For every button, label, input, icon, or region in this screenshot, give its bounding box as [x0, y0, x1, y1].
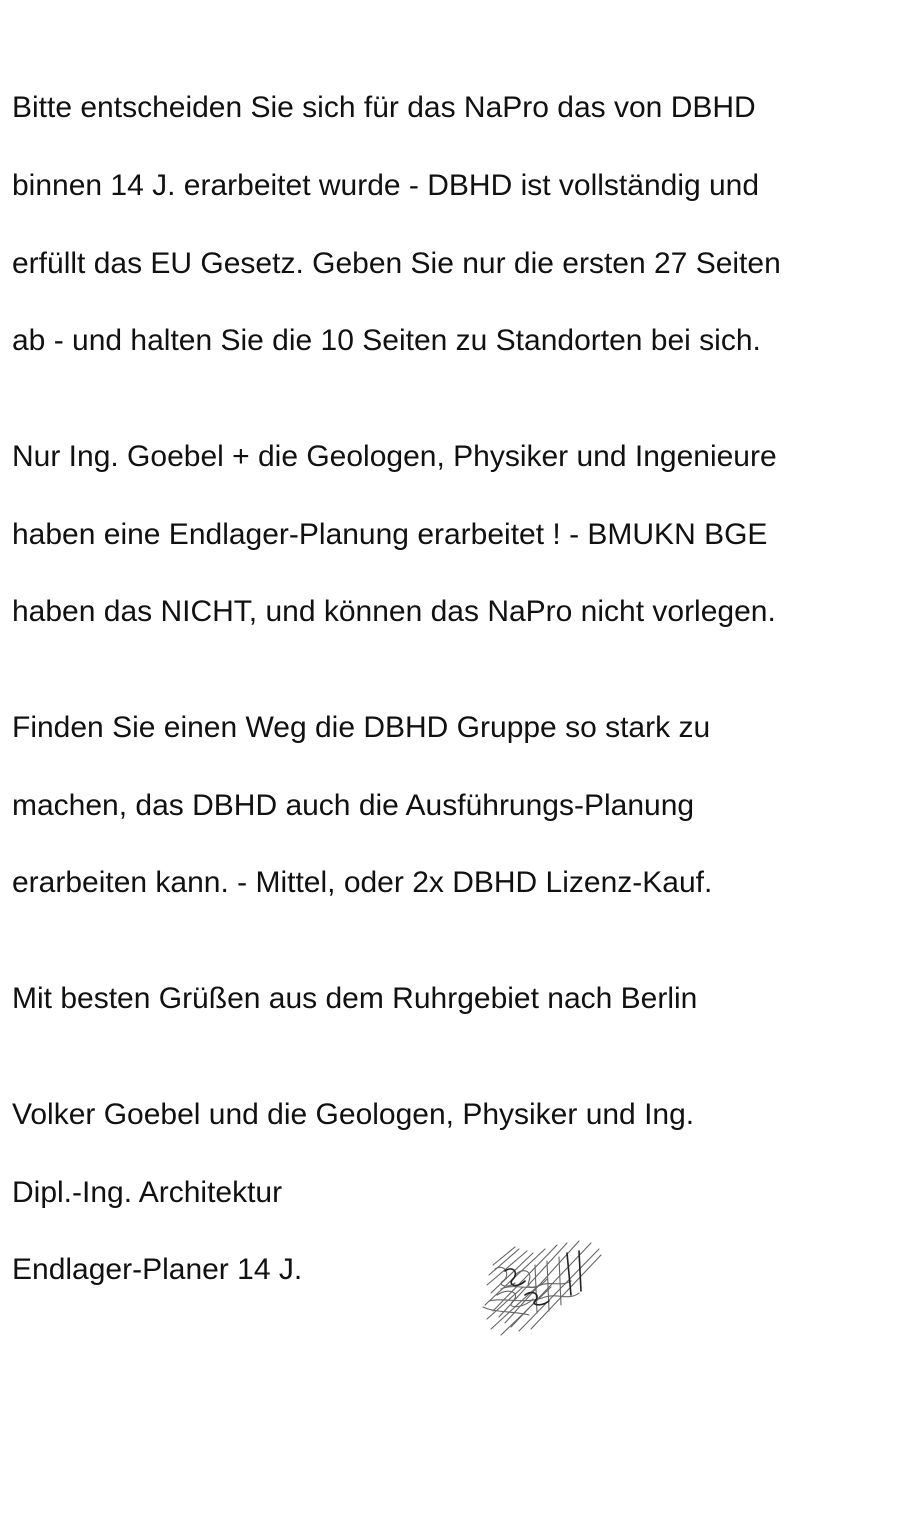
paragraph-1-line-2: binnen 14 J. erarbeitet wurde - DBHD ist vollständig und [12, 169, 760, 202]
paragraph-3-line-2: machen, das DBHD auch die Ausführungs-Planung [12, 789, 695, 822]
sender-degree: Dipl.-Ing. Architektur [12, 1176, 283, 1209]
paragraph-1-line-4: ab - und halten Sie die 10 Seiten zu Standorten bei sich. [12, 324, 761, 357]
sender-role: Endlager-Planer 14 J. [12, 1253, 303, 1286]
paragraph-3-line-1: Finden Sie einen Weg die DBHD Gruppe so stark zu [12, 711, 711, 744]
paragraph-2-line-1: Nur Ing. Goebel + die Geologen, Physiker und Ingenieure [12, 440, 777, 473]
greeting: Mit besten Grüßen aus dem Ruhrgebiet nach Berlin [12, 982, 698, 1015]
paragraph-3-line-3: erarbeiten kann. - Mittel, oder 2x DBHD Lizenz-Kauf. [12, 866, 713, 899]
paragraph-2-line-3: haben das NICHT, und können das NaPro nicht vorlegen. [12, 595, 776, 628]
sender-name: Volker Goebel und die Geologen, Physiker und Ing. [12, 1098, 695, 1131]
handwritten-signature-icon [475, 1235, 615, 1340]
paragraph-2-line-2: haben eine Endlager-Planung erarbeitet ! - BMUKN BGE [12, 518, 768, 551]
paragraph-1-line-1: Bitte entscheiden Sie sich für das NaPro das von DBHD [12, 91, 756, 124]
paragraph-1-line-3: erfüllt das EU Gesetz. Geben Sie nur die ersten 27 Seiten [12, 247, 781, 280]
